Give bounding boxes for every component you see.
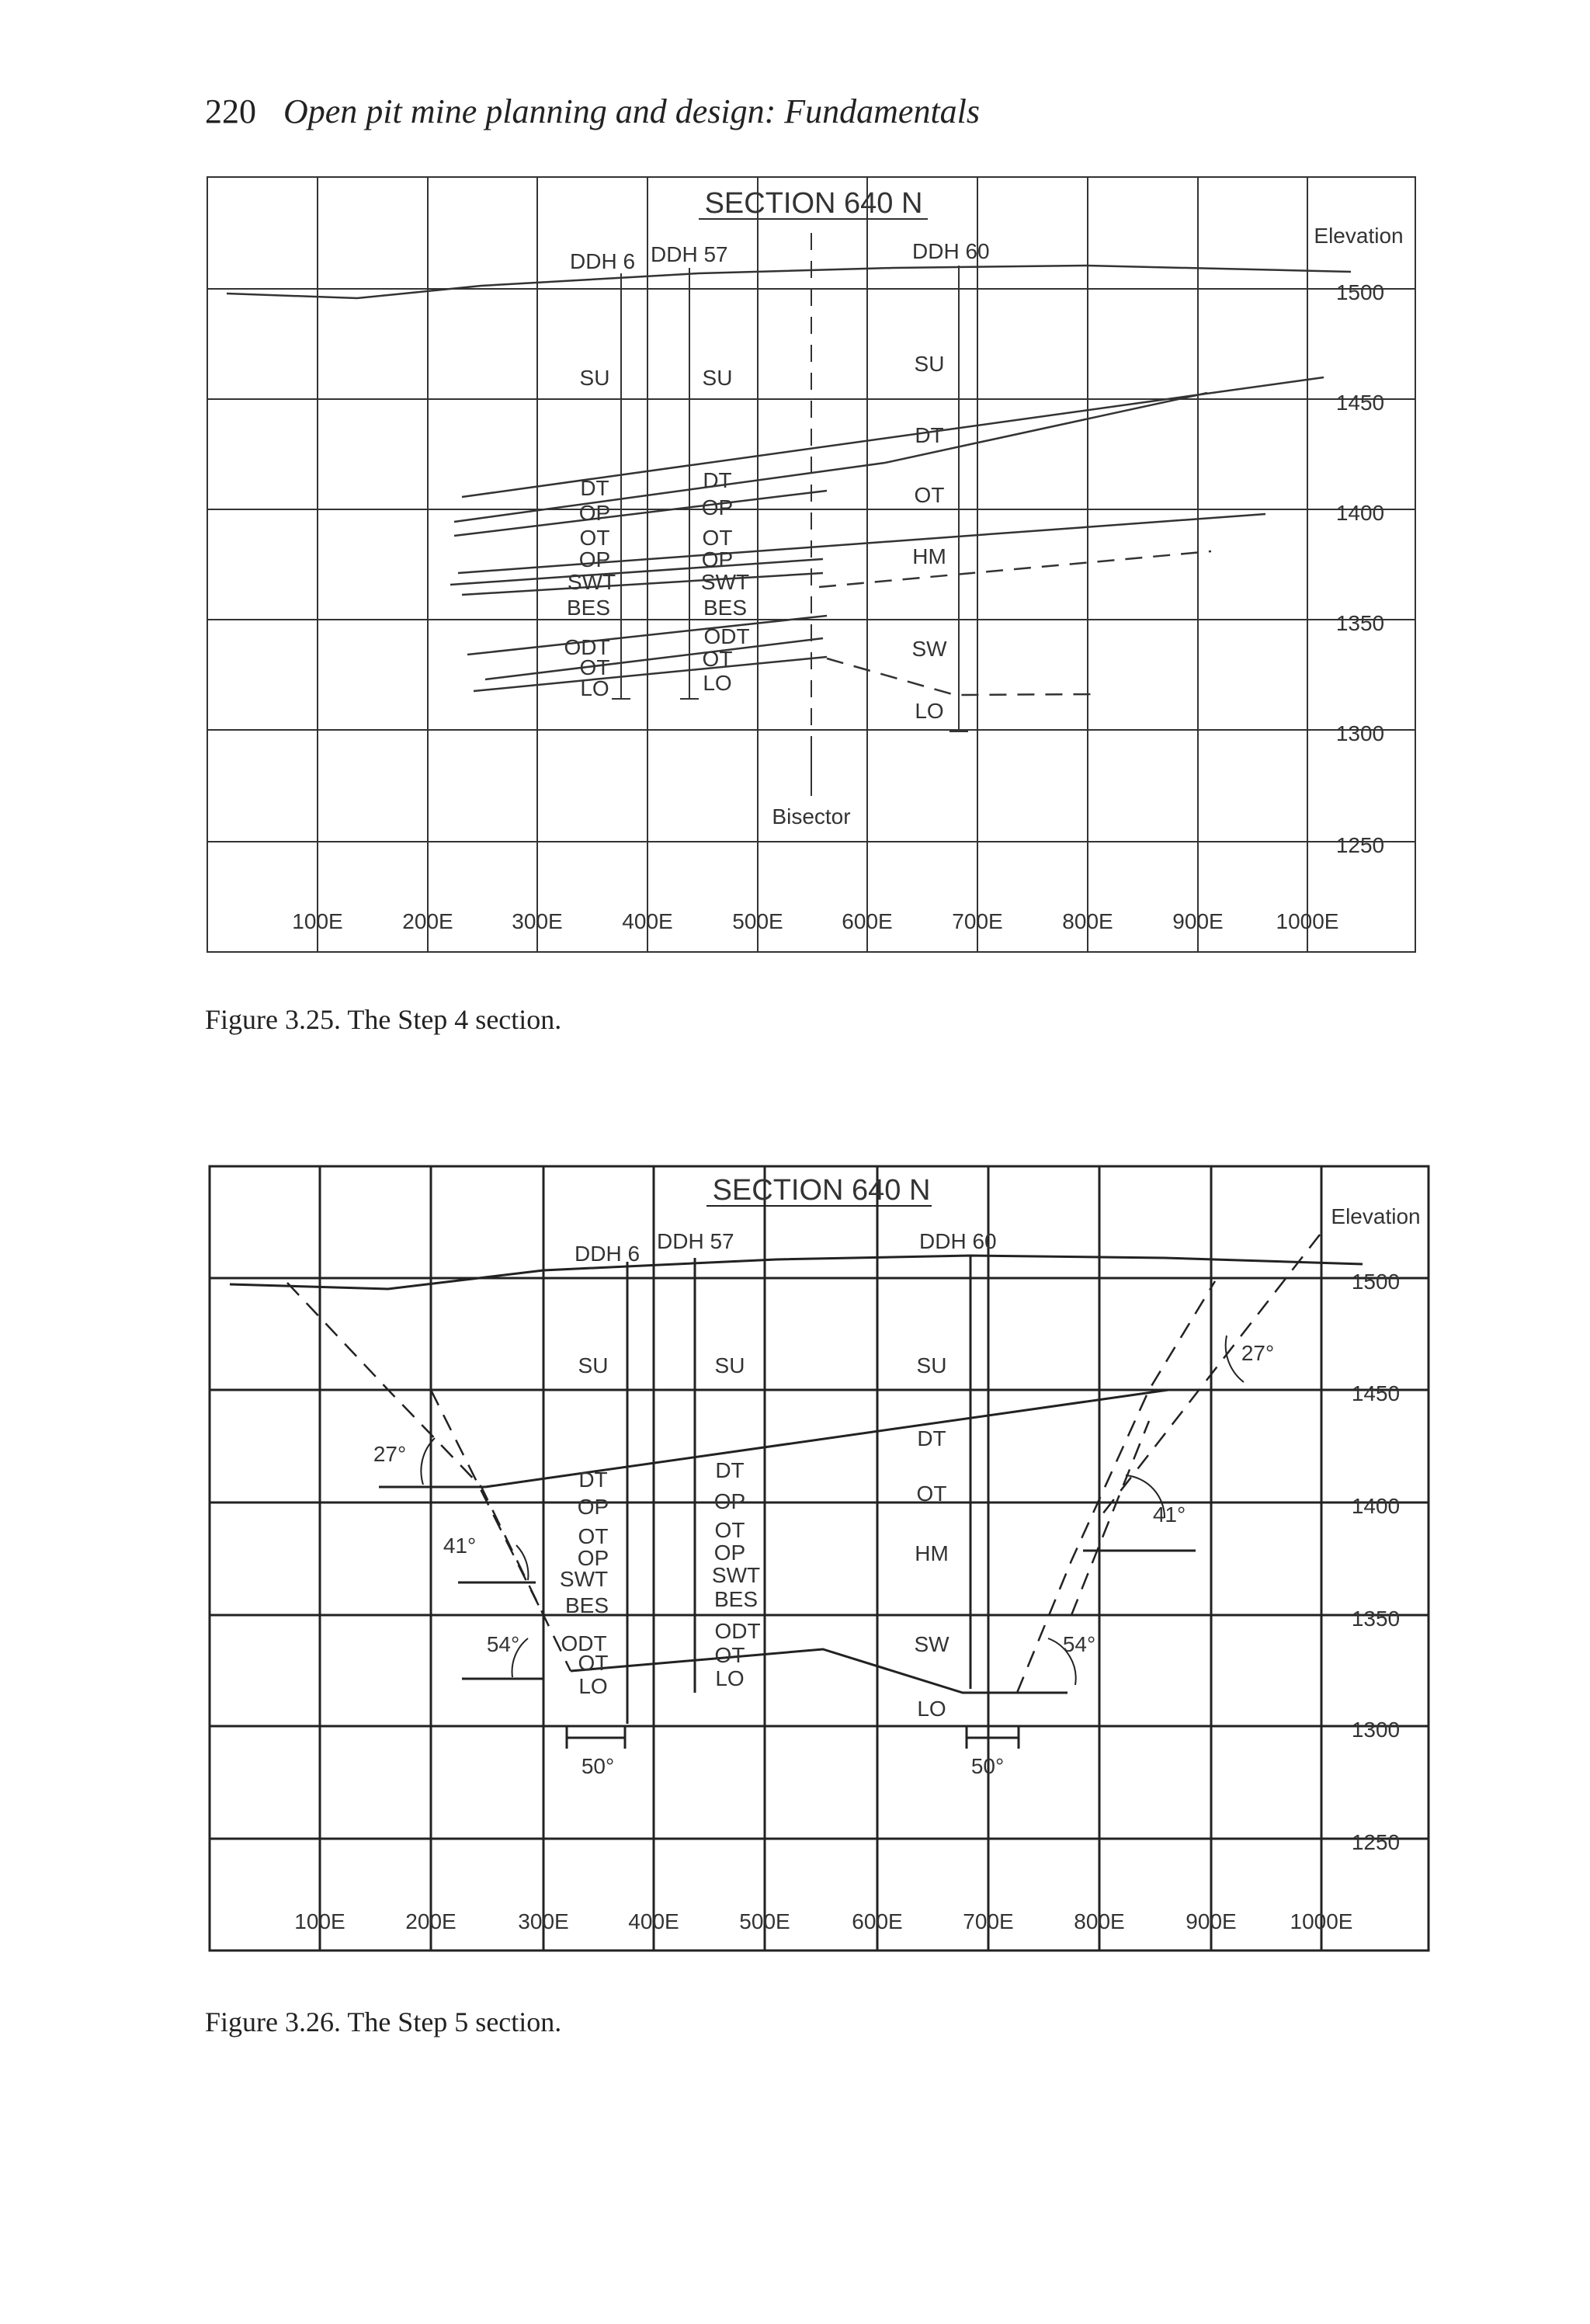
tick-label: 1400 — [1351, 1494, 1401, 1518]
unit-label: HM — [915, 1541, 949, 1565]
angle-label: 41° — [443, 1534, 477, 1558]
unit-label: SU — [579, 366, 610, 390]
right-slope-41 — [1071, 1421, 1149, 1615]
ddh57-label: DDH 57 — [651, 242, 728, 266]
unit-label: BES — [566, 596, 611, 620]
right-pit-wall — [1017, 1281, 1215, 1693]
unit-label: OP — [577, 1546, 609, 1570]
angle-arc — [421, 1438, 435, 1485]
ddh57-units — [712, 1353, 761, 1690]
tick-label: 900E — [1172, 909, 1224, 933]
elevation-ticks — [1352, 1270, 1400, 1854]
unit-label: OP — [713, 1489, 746, 1513]
tick-label: 300E — [512, 909, 563, 933]
tick-label: 1400 — [1335, 501, 1385, 525]
tick-label: 400E — [622, 909, 673, 933]
unit-label: ODT — [714, 1619, 761, 1643]
unit-label: LO — [578, 1674, 608, 1698]
angle-label: 27° — [373, 1442, 407, 1466]
geology-lines — [230, 1256, 1363, 1693]
elevation-label: Elevation — [1331, 1204, 1421, 1228]
tick-label: 1500 — [1335, 280, 1385, 304]
unit-label: OT — [916, 1482, 947, 1506]
tick-label: 1450 — [1351, 1381, 1401, 1405]
unit-label: BES — [713, 1587, 759, 1611]
tick-label: 1300 — [1351, 1718, 1401, 1742]
ddh6-label: DDH 6 — [575, 1242, 641, 1266]
unit-label: OT — [578, 1651, 609, 1675]
pit-bottom-line — [571, 1649, 1017, 1693]
unit-label: LO — [915, 699, 944, 723]
unit-label: OP — [701, 547, 734, 571]
drillholes — [564, 1231, 1019, 1749]
unit-label: BES — [703, 596, 748, 620]
unit-label: OT — [714, 1643, 745, 1667]
unit-label: HM — [912, 544, 946, 568]
tick-label: 1000E — [1276, 909, 1339, 933]
elevation-label: Elevation — [1314, 224, 1404, 248]
tick-label: 700E — [952, 909, 1003, 933]
unit-label: BES — [564, 1593, 609, 1617]
tick-label: 600E — [842, 909, 893, 933]
unit-label: DT — [580, 476, 609, 500]
unit-label: SU — [578, 1353, 609, 1377]
tick-label: 1350 — [1335, 611, 1385, 635]
unit-label: OT — [702, 526, 733, 550]
tick-label: 400E — [628, 1909, 679, 1933]
ddh6-label: DDH 6 — [570, 249, 636, 273]
unit-label: LO — [703, 671, 732, 695]
tick-label: 1450 — [1335, 391, 1385, 415]
unit-label: DT — [915, 423, 944, 447]
tick-label: 900E — [1186, 1909, 1237, 1933]
ddh57-label: DDH 57 — [657, 1229, 734, 1253]
unit-label: OP — [577, 1495, 609, 1519]
left-pit-wall — [287, 1283, 571, 1671]
angle-label: 54° — [486, 1632, 520, 1656]
ddh60-label: DDH 60 — [912, 239, 990, 263]
width-label: 50° — [581, 1754, 615, 1778]
figure-3-25-caption: Figure 3.25. The Step 4 section. — [205, 1004, 562, 1035]
unit-label: LO — [715, 1666, 745, 1690]
unit-label: SWT — [559, 1567, 609, 1591]
book-subtitle: : Fundamentals — [764, 92, 981, 130]
unit-label: ODT — [703, 624, 750, 648]
tick-label: 200E — [405, 1909, 457, 1933]
unit-label: OT — [702, 647, 733, 671]
tick-label: 1000E — [1290, 1909, 1353, 1933]
unit-label: OP — [701, 495, 734, 519]
unit-label: SW — [911, 637, 947, 661]
unit-label: DT — [703, 468, 732, 492]
tick-label: 1300 — [1335, 721, 1385, 745]
topography-line — [230, 1256, 1363, 1289]
tick-label: 1350 — [1351, 1607, 1401, 1631]
page-number: 220 — [205, 92, 256, 130]
figure-3-26-caption: Figure 3.26. The Step 5 section. — [205, 2006, 562, 2037]
unit-label: SU — [702, 366, 733, 390]
unit-label: LO — [917, 1697, 946, 1721]
unit-label: DT — [578, 1468, 608, 1492]
unit-label: SW — [914, 1632, 949, 1656]
tick-label: 800E — [1074, 1909, 1125, 1933]
unit-label: OT — [578, 1524, 609, 1548]
tick-label: 500E — [732, 909, 783, 933]
grid — [210, 1166, 1429, 1951]
ddh60-label: DDH 60 — [919, 1229, 997, 1253]
tick-label: 1250 — [1335, 833, 1385, 857]
tick-label: 500E — [739, 1909, 790, 1933]
tick-label: 100E — [294, 1909, 345, 1933]
unit-label: DT — [715, 1458, 745, 1482]
tick-label: 100E — [292, 909, 343, 933]
unit-label: SU — [914, 352, 945, 376]
angle-label: 41° — [1152, 1502, 1186, 1527]
unit-label: DT — [917, 1426, 946, 1450]
unit-label: ODT — [564, 635, 610, 659]
section-title: SECTION 640 N — [712, 1174, 931, 1207]
tick-label: 1250 — [1351, 1830, 1401, 1854]
tick-label: 200E — [402, 909, 453, 933]
unit-label: OT — [714, 1518, 745, 1542]
tick-label: 800E — [1062, 909, 1113, 933]
angle-label: 54° — [1062, 1632, 1096, 1656]
unit-label: SU — [916, 1353, 947, 1377]
section-title: SECTION 640 N — [704, 187, 923, 220]
tick-label: 600E — [852, 1909, 903, 1933]
tick-label: 700E — [963, 1909, 1014, 1933]
easting-ticks — [294, 1909, 1352, 1933]
unit-label: OP — [578, 501, 611, 525]
unit-label: OP — [713, 1541, 746, 1565]
book-title: Open pit mine planning and design — [283, 92, 765, 130]
ddh6-units — [560, 1353, 609, 1698]
unit-label: LO — [580, 676, 609, 700]
unit-label: SWT — [711, 1563, 761, 1587]
tick-label: 1500 — [1351, 1270, 1401, 1294]
tick-label: 300E — [518, 1909, 569, 1933]
angle-label: 27° — [1241, 1341, 1275, 1365]
unit-label: OT — [914, 483, 945, 507]
unit-label: ODT — [561, 1631, 607, 1655]
unit-label: SWT — [567, 570, 616, 594]
unit-label: SWT — [700, 570, 750, 594]
unit-label: OT — [579, 526, 610, 550]
unit-label: SU — [714, 1353, 745, 1377]
ddh60-units — [914, 1353, 949, 1721]
bisector-label: Bisector — [772, 804, 851, 829]
unit-label: OT — [579, 655, 610, 679]
pit-slopes — [287, 1235, 1320, 1693]
slope-angle-labels — [373, 1341, 1274, 1778]
width-label: 50° — [970, 1754, 1005, 1778]
unit-label: OP — [578, 547, 611, 571]
